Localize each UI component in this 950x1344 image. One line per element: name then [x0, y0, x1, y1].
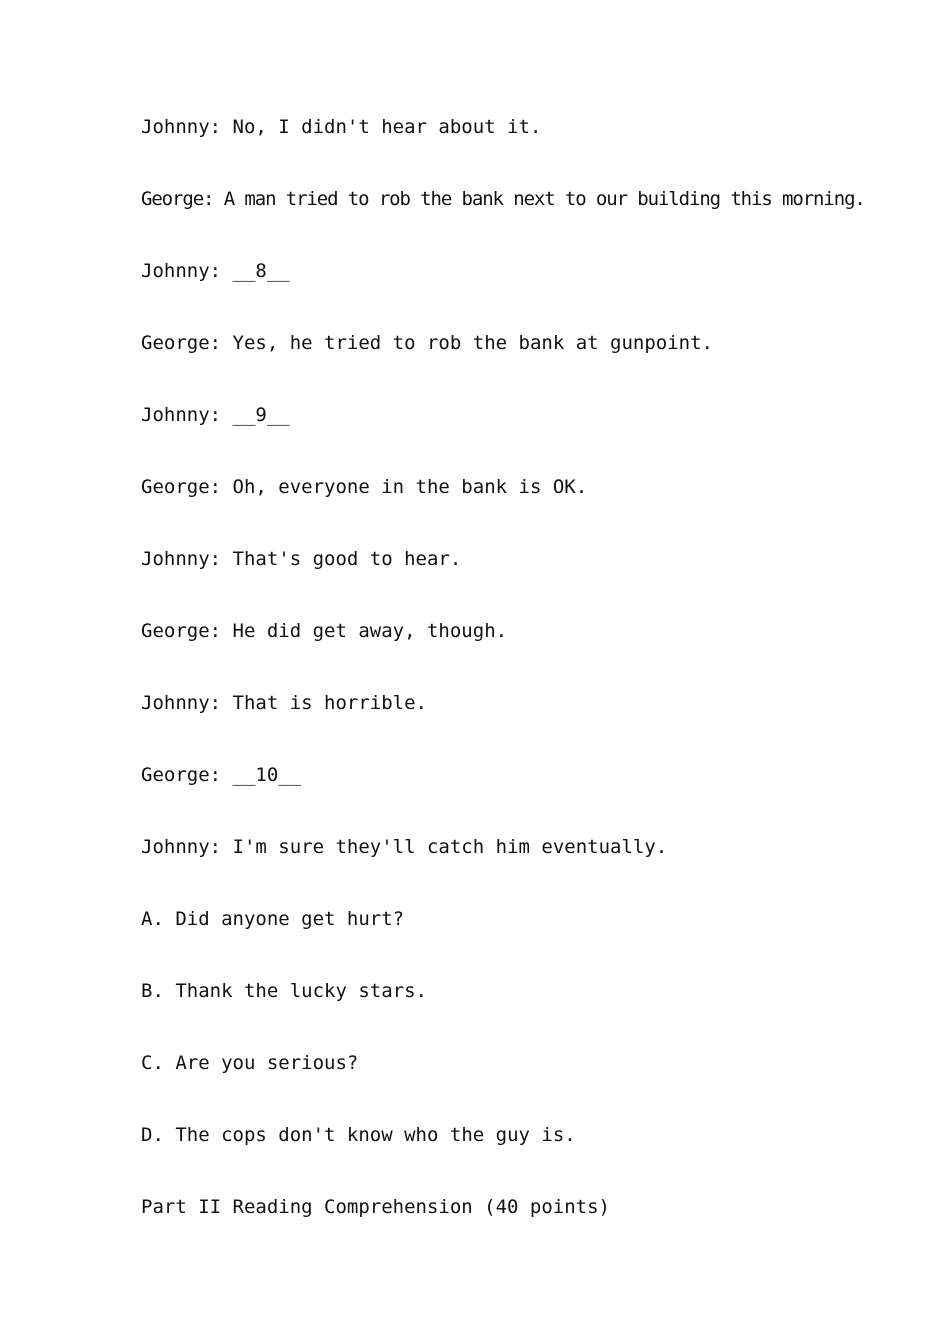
dialogue-text: Yes, he tried to rob the bank at gunpoint. — [232, 332, 713, 354]
dialogue-line: Johnny: That is horrible. — [141, 692, 427, 714]
dialogue-text: No, I didn't hear about it. — [232, 116, 542, 138]
speaker-name: George — [141, 188, 204, 210]
speaker-name: George — [141, 764, 210, 786]
option-d — [141, 1123, 576, 1147]
dialogue-line: Johnny: __8__ — [141, 260, 290, 282]
dialogue-text: A man tried to rob the bank next to our building this morning. — [223, 188, 865, 210]
dialogue-text: That's good to hear. — [232, 548, 462, 570]
option-b — [141, 979, 427, 1003]
speaker-name: Johnny — [141, 404, 210, 426]
option-c — [141, 1051, 358, 1075]
option-a — [141, 907, 404, 931]
option-text: Are you serious? — [175, 1052, 359, 1074]
speaker-name: Johnny — [141, 692, 210, 714]
dialogue-line: George: Yes, he tried to rob the bank at gunpoint. — [141, 332, 713, 354]
option-letter: B. — [141, 980, 164, 1002]
dialogue-line: Johnny: No, I didn't hear about it. — [141, 116, 542, 138]
option-text: Thank the lucky stars. — [175, 980, 428, 1002]
dialogue-line: Johnny: I'm sure they'll catch him eventually. — [141, 836, 668, 858]
speaker-name: Johnny — [141, 548, 210, 570]
speaker-name: Johnny — [141, 836, 210, 858]
blank-10: __10__ — [232, 764, 302, 786]
dialogue-text: Oh, everyone in the bank is OK. — [232, 476, 588, 498]
dialogue-text: That is horrible. — [232, 692, 427, 714]
speaker-name: George — [141, 620, 210, 642]
option-letter: A. — [141, 908, 164, 930]
dialogue-text: He did get away, though. — [232, 620, 508, 642]
dialogue-line: George: Oh, everyone in the bank is OK. — [141, 476, 588, 498]
dialogue-line: George: He did get away, though. — [141, 620, 508, 642]
option-letter: D. — [141, 1124, 164, 1146]
speaker-name: Johnny — [141, 260, 210, 282]
speaker-name: George — [141, 332, 210, 354]
option-text: Did anyone get hurt? — [175, 908, 405, 930]
section-heading: Part II Reading Comprehension (40 points) — [141, 1196, 610, 1218]
speaker-name: Johnny — [141, 116, 210, 138]
dialogue-line: George: __10__ — [141, 764, 302, 786]
blank-9: __9__ — [232, 404, 290, 426]
dialogue-line: Johnny: __9__ — [141, 404, 290, 426]
option-text: The cops don't know who the guy is. — [175, 1124, 576, 1146]
dialogue-text: I'm sure they'll catch him eventually. — [232, 836, 668, 858]
speaker-name: George — [141, 476, 210, 498]
option-letter: C. — [141, 1052, 164, 1074]
dialogue-line: Johnny: That's good to hear. — [141, 548, 462, 570]
dialogue-line: George: A man tried to rob the bank next to our building this morning. — [141, 188, 865, 210]
blank-8: __8__ — [232, 260, 290, 282]
